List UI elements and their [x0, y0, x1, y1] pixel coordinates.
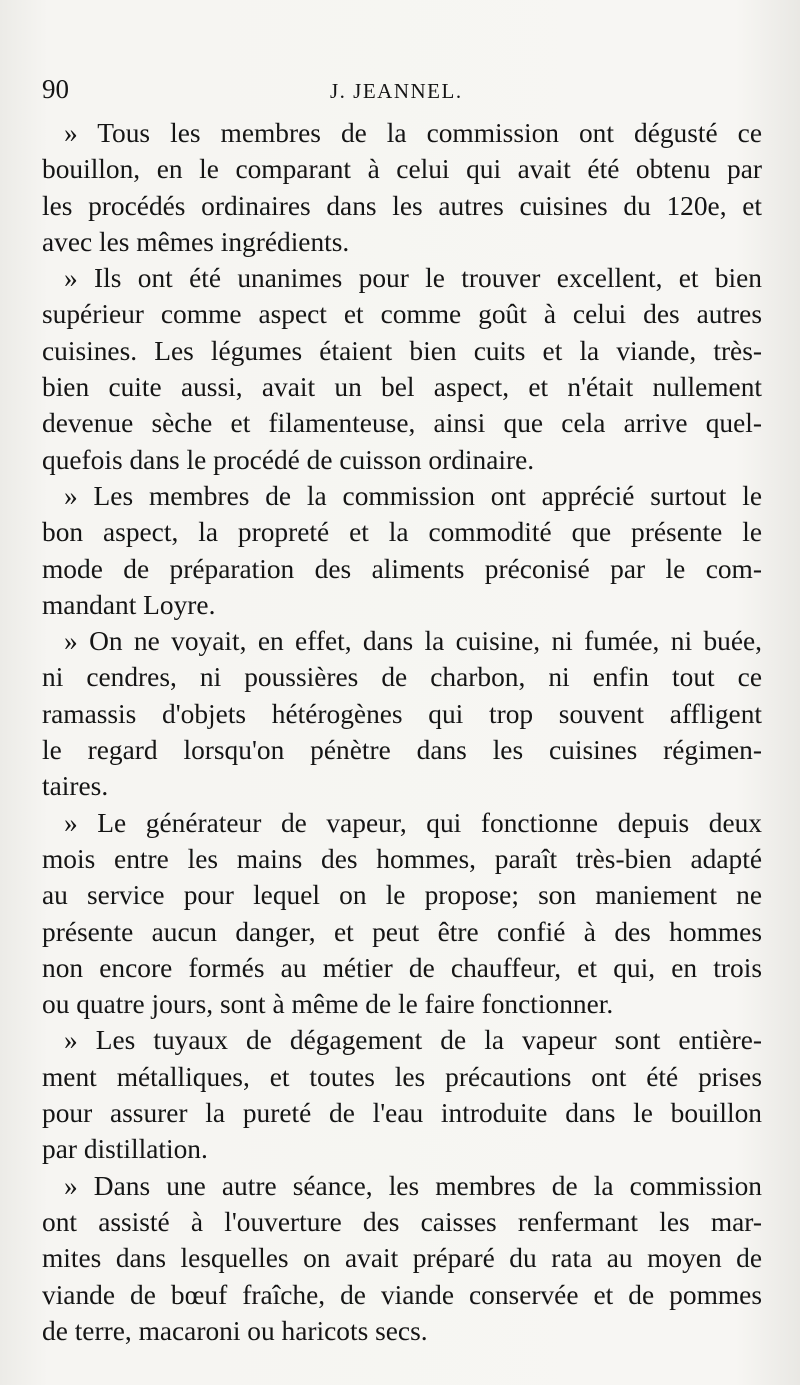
text-line: » Les membres de la commission ont apprécié surtout le [64, 480, 762, 511]
text-line: présente aucun danger, et peut être confié à des hommes [42, 916, 762, 947]
text-line: » Tous les membres de la commission ont dégusté ce [64, 118, 762, 148]
text-line: bouillon, en le comparant à celui qui avait été obtenu par [42, 154, 762, 185]
paragraph [42, 1022, 762, 1167]
running-head [42, 72, 760, 106]
text-line: mandant Loyre. [42, 589, 216, 620]
text-line: bien cuite aussi, avait un bel aspect, et n'était nullement [42, 372, 762, 403]
text-line: le regard lorsqu'on pénètre dans les cuisines régimen- [42, 735, 762, 766]
text-line: supérieur comme aspect et comme goût à celui des autres [42, 299, 762, 330]
text-line: au service pour lequel on le propose; son maniement ne [42, 880, 762, 911]
text-line: taires. [42, 771, 109, 802]
text-line: ni cendres, ni poussières de charbon, ni enfin tout ce [42, 662, 762, 693]
text-line: cuisines. Les légumes étaient bien cuits et la viande, très- [42, 335, 762, 366]
paragraph [42, 623, 762, 804]
text-line: » Les tuyaux de dégagement de la vapeur sont entière- [64, 1025, 762, 1056]
text-line: de terre, macaroni ou haricots secs. [42, 1315, 428, 1346]
text-line: devenue sèche et filamenteuse, ainsi que cela arrive quel- [42, 408, 762, 439]
paragraph [42, 115, 762, 260]
text-line: ou quatre jours, sont à même de le faire fonctionner. [42, 989, 614, 1020]
text-line: mites dans lesquelles on avait préparé du rata au moyen de [42, 1243, 762, 1274]
text-line: les procédés ordinaires dans les autres cuisines du 120e, et [42, 190, 762, 221]
body-text [42, 115, 762, 1349]
paragraph [42, 805, 762, 1023]
running-title: J. JEANNEL. [330, 79, 463, 103]
text-line: ont assisté à l'ouverture des caisses renfermant les mar- [42, 1206, 762, 1237]
text-line: pour assurer la pureté de l'eau introduite dans le bouillon [42, 1098, 762, 1129]
text-line: mois entre les mains des hommes, paraît très-bien adapté [42, 843, 762, 874]
text-line: quefois dans le procédé de cuisson ordinaire. [42, 444, 535, 475]
text-line: bon aspect, la propreté et la commodité que présente le [42, 517, 762, 548]
paragraph [42, 1168, 762, 1349]
text-line: par distillation. [42, 1134, 208, 1165]
paragraph [42, 260, 762, 478]
paragraph [42, 478, 762, 623]
text-line: avec les mêmes ingrédients. [42, 226, 350, 257]
text-line: » Dans une autre séance, les membres de la commission [64, 1170, 762, 1201]
text-line: non encore formés au métier de chauffeur, et qui, en trois [42, 952, 762, 983]
text-line: viande de bœuf fraîche, de viande conservée et de pommes [42, 1279, 762, 1310]
text-line: ment métalliques, et toutes les précautions ont été prises [42, 1061, 762, 1092]
page-number: 90 [42, 74, 69, 104]
text-line: mode de préparation des aliments préconisé par le com- [42, 553, 762, 584]
text-line: » Le générateur de vapeur, qui fonctionne depuis deux [64, 807, 762, 838]
text-line: » On ne voyait, en effet, dans la cuisine, ni fumée, ni buée, [64, 626, 762, 657]
text-line: ramassis d'objets hétérogènes qui trop souvent affligent [42, 698, 762, 729]
text-line: » Ils ont été unanimes pour le trouver excellent, et bien [64, 263, 762, 294]
